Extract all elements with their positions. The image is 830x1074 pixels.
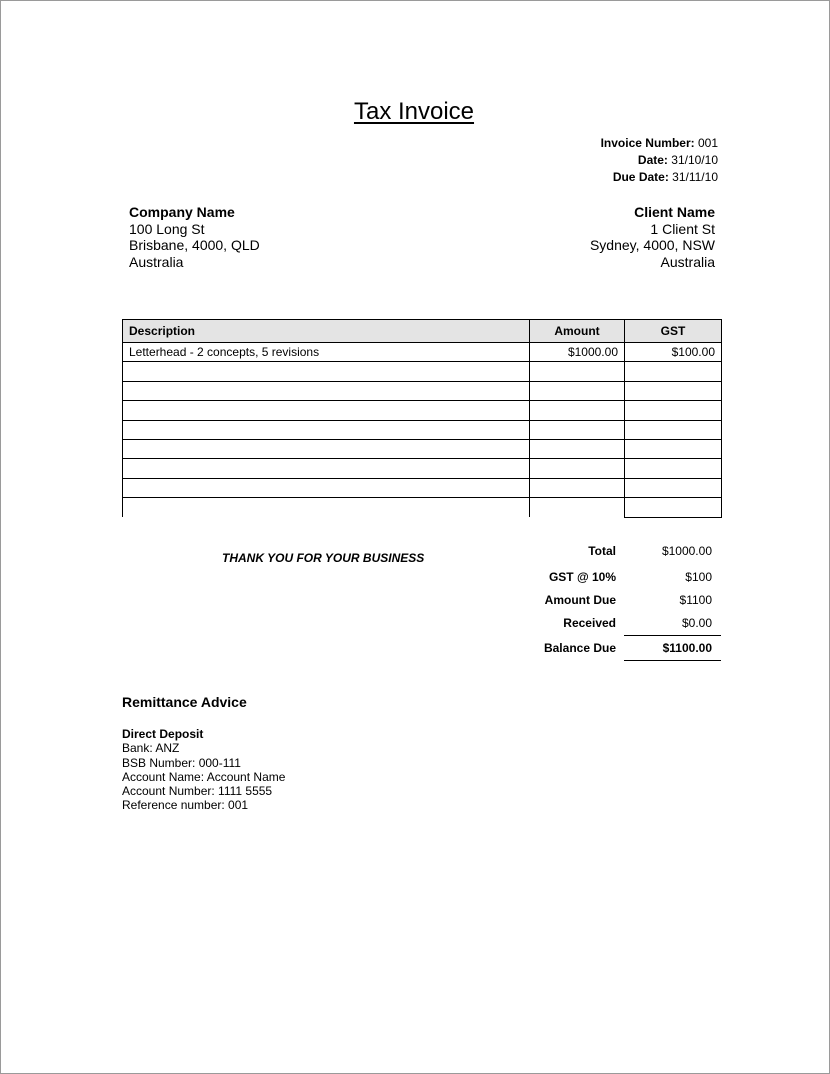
- table-row: [123, 420, 722, 439]
- row-amount: [530, 459, 625, 478]
- bsb-number: BSB Number: 000-111: [122, 755, 241, 770]
- table-row: [123, 401, 722, 420]
- table-row: [123, 381, 722, 400]
- row-amount: [530, 478, 625, 497]
- sender-street: 100 Long St: [129, 220, 205, 237]
- sender-name: Company Name: [129, 204, 235, 220]
- column-header-description: Description: [123, 320, 530, 343]
- client-city: Sydney, 4000, NSW: [589, 237, 715, 253]
- thank-you-message: THANK YOU FOR YOUR BUSINESS: [222, 551, 425, 565]
- row-gst: [625, 459, 722, 478]
- column-header-amount: Amount: [530, 320, 625, 343]
- table-row: [123, 439, 722, 458]
- row-description: [123, 498, 530, 517]
- account-number: Account Number: 1111 5555: [122, 784, 273, 799]
- row-gst: $100.00: [625, 343, 722, 362]
- row-description: [123, 362, 530, 381]
- total-label: Total: [588, 544, 616, 558]
- row-description: [123, 459, 530, 478]
- invoice-date: [638, 152, 718, 169]
- received-rule: [624, 635, 721, 636]
- table-row: [123, 459, 722, 478]
- row-amount: [530, 498, 625, 517]
- client-address: [590, 204, 715, 270]
- row-amount: [530, 401, 625, 420]
- invoice-date-value: 31/10/10: [671, 153, 718, 167]
- row-description: [123, 439, 530, 458]
- client-name: Client Name: [634, 204, 715, 220]
- account-name: Account Name: Account Name: [122, 769, 286, 784]
- payment-method: Direct Deposit: [122, 727, 204, 741]
- row-description: [123, 420, 530, 439]
- invoice-date-label: Date:: [637, 153, 668, 167]
- balance-rule: [624, 660, 721, 661]
- sender-city: Brisbane, 4000, QLD: [129, 237, 260, 253]
- row-gst: [625, 401, 722, 420]
- row-description: [123, 478, 530, 497]
- row-amount: [530, 381, 625, 400]
- line-items-table: [122, 319, 722, 518]
- row-amount: $1000.00: [530, 343, 625, 362]
- row-amount: [530, 362, 625, 381]
- invoice-number: [601, 135, 718, 152]
- bank-name: Bank: ANZ: [122, 741, 180, 756]
- sender-country: Australia: [129, 253, 184, 270]
- total-value: $1000.00: [661, 544, 712, 558]
- row-description: [123, 381, 530, 400]
- row-gst: [625, 498, 722, 517]
- invoice-number-label: Invoice Number:: [600, 136, 695, 150]
- received-label: Received: [563, 616, 616, 630]
- invoice-due-label: Due Date:: [612, 170, 669, 184]
- invoice-number-value: 001: [697, 136, 718, 150]
- table-header-row: [123, 320, 722, 343]
- row-gst: [625, 478, 722, 497]
- remittance-details: [122, 727, 285, 813]
- invoice-due-value: 31/11/10: [672, 170, 718, 184]
- client-street: 1 Client St: [650, 220, 715, 237]
- amount-due-label: Amount Due: [544, 593, 616, 607]
- row-gst: [625, 362, 722, 381]
- table-row: [123, 478, 722, 497]
- balance-due-label: Balance Due: [543, 641, 616, 655]
- gst-value: $100: [685, 570, 712, 584]
- reference-number: Reference number: 001: [122, 798, 249, 813]
- table-row: [123, 498, 722, 517]
- amount-due-value: $1100: [679, 593, 712, 607]
- gst-label: GST @ 10%: [548, 570, 616, 584]
- balance-due-value: $1100.00: [662, 641, 712, 655]
- row-gst: [625, 420, 722, 439]
- client-country: Australia: [660, 253, 715, 270]
- column-header-gst: GST: [625, 320, 722, 343]
- remittance-title: Remittance Advice: [122, 694, 247, 710]
- row-amount: [530, 420, 625, 439]
- table-row: [123, 343, 722, 362]
- row-gst: [625, 439, 722, 458]
- table-row: [123, 362, 722, 381]
- invoice-due-date: [613, 169, 718, 186]
- invoice-title: Tax Invoice: [353, 98, 475, 125]
- row-description: Letterhead - 2 concepts, 5 revisions: [123, 343, 530, 362]
- received-value: $0.00: [681, 616, 712, 630]
- sender-address: [129, 204, 260, 270]
- row-amount: [530, 439, 625, 458]
- row-gst: [625, 381, 722, 400]
- row-description: [123, 401, 530, 420]
